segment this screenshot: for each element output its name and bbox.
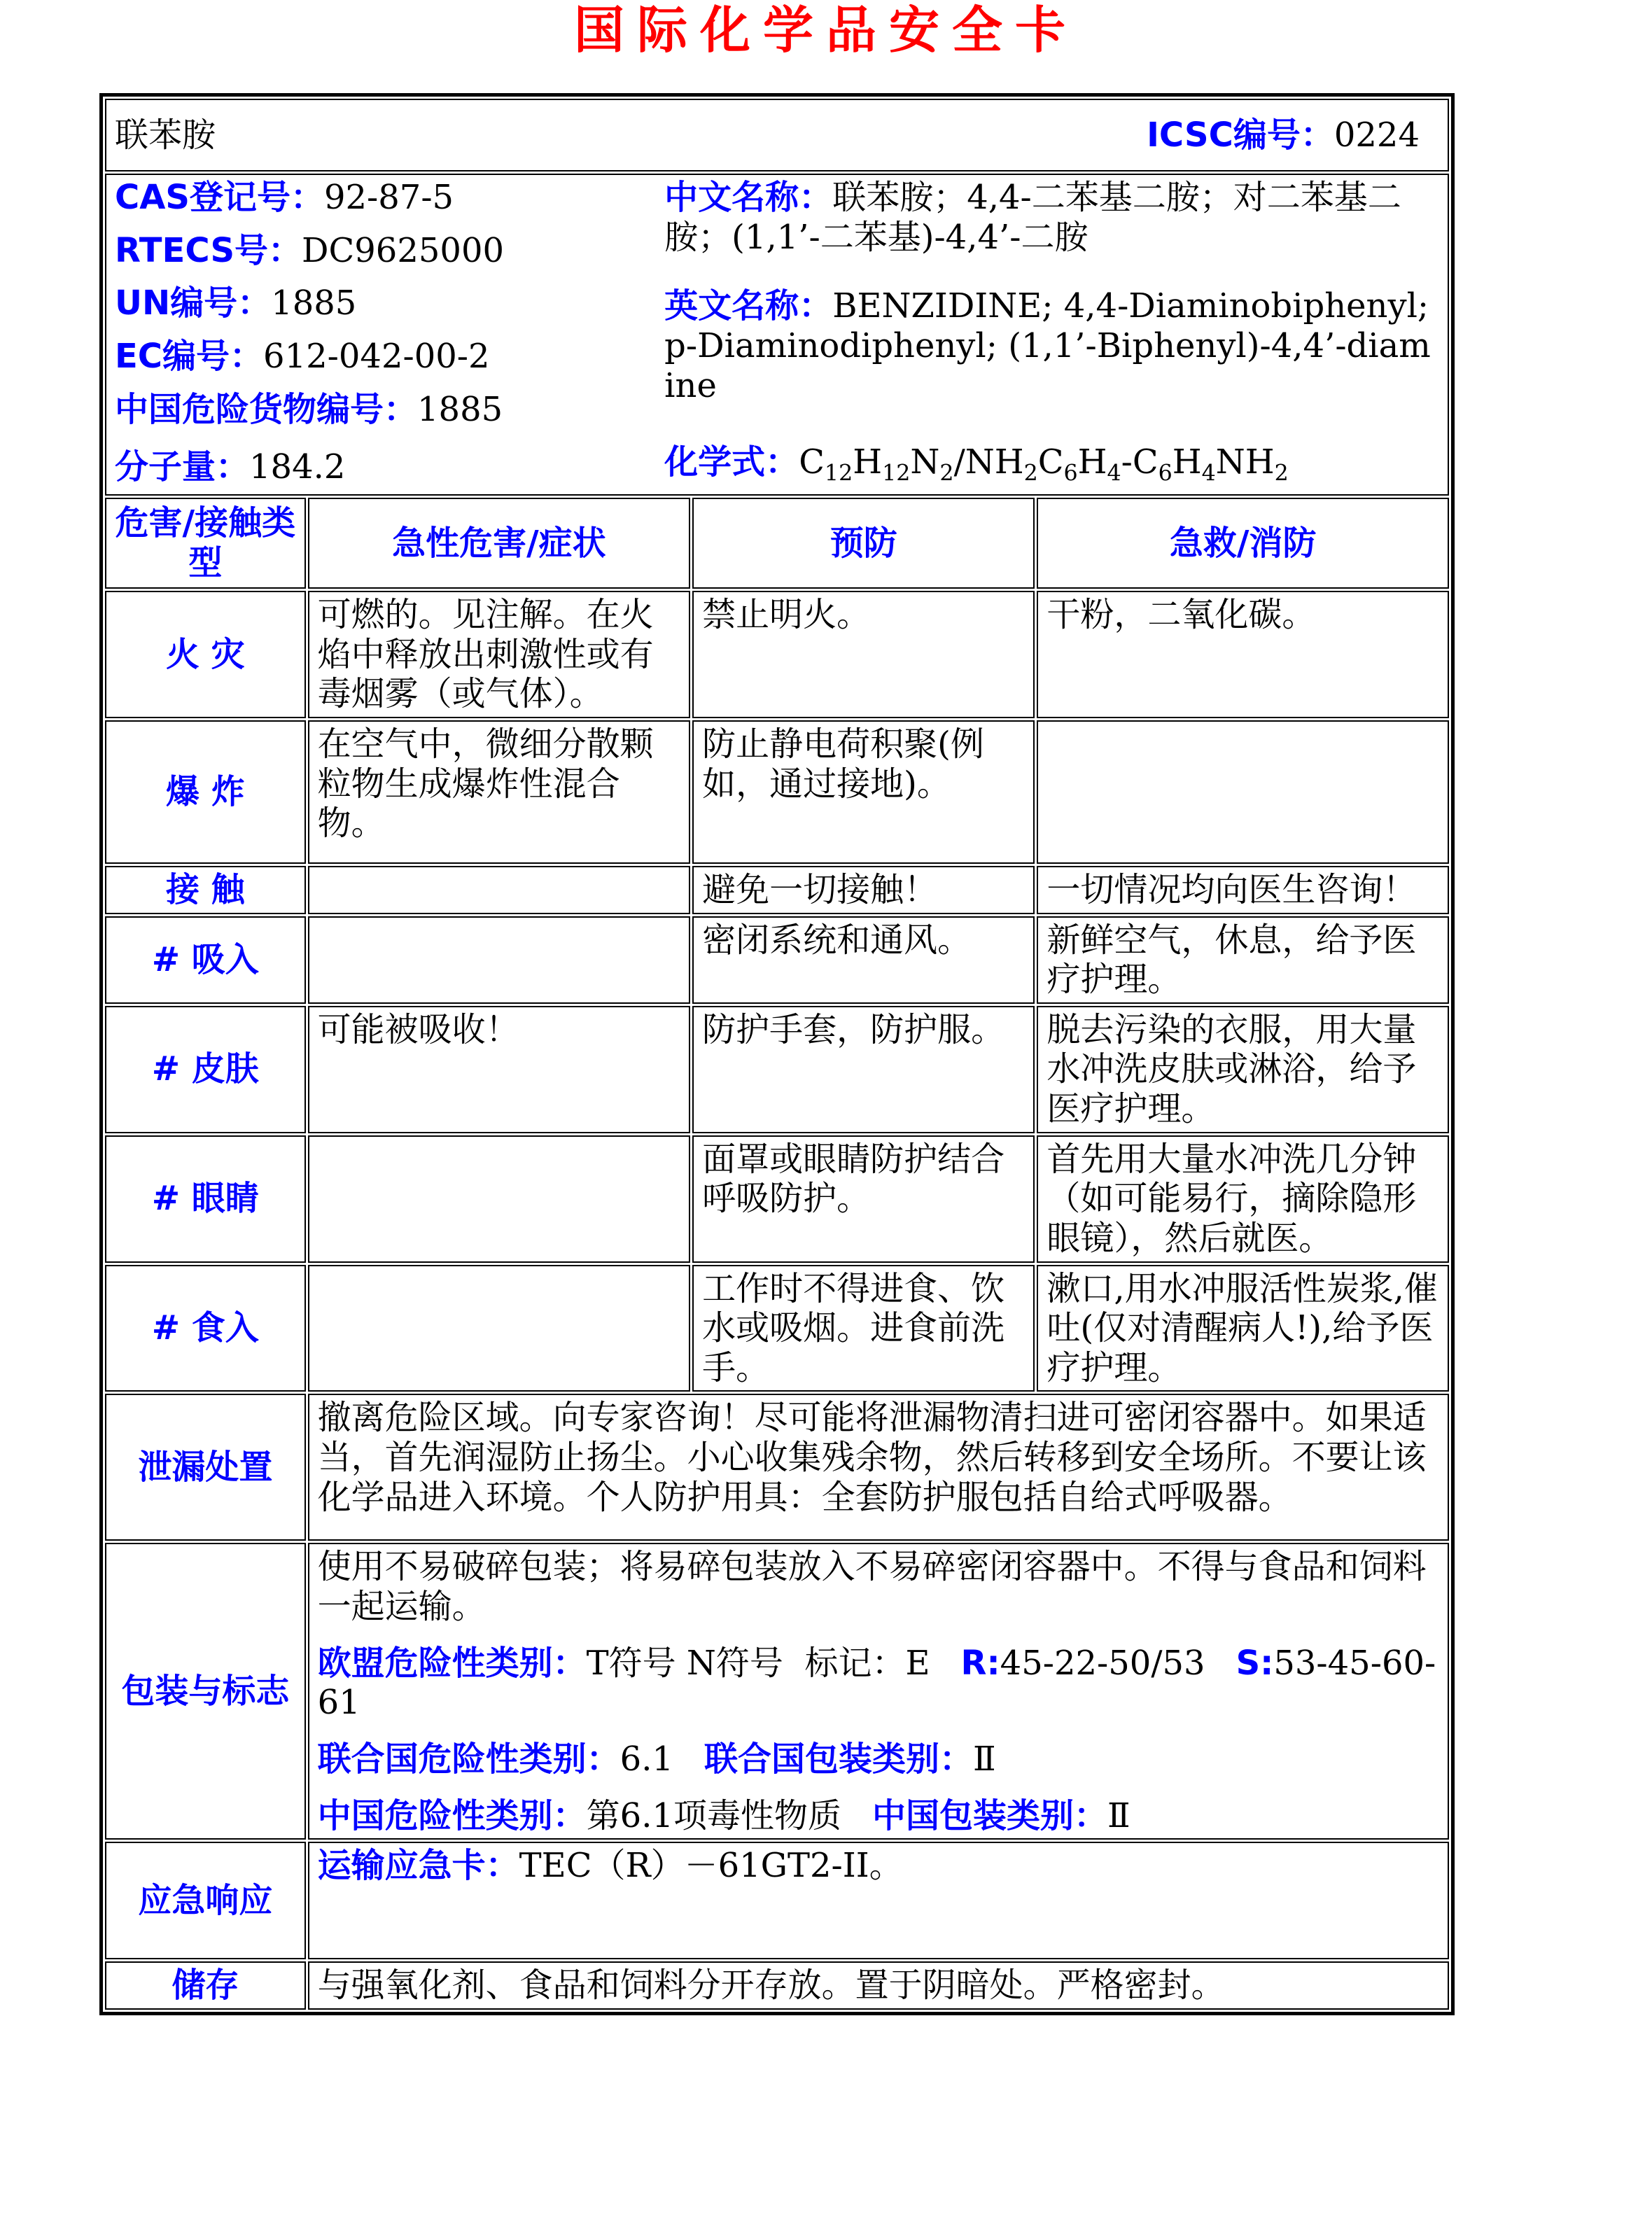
row-eyes-label: # 眼睛 — [105, 1135, 306, 1263]
row-contact-label: 接 触 — [105, 866, 306, 914]
row-eyes-prevention: 面罩或眼睛防护结合呼吸防护。 — [692, 1135, 1035, 1263]
row-fire — [105, 591, 1449, 718]
un-pack-value: Ⅱ — [973, 1739, 996, 1779]
row-eyes-response: 首先用大量水冲洗几分钟（如可能易行，摘除隐形眼镜），然后就医。 — [1037, 1135, 1449, 1263]
row-ingestion-response: 漱口,用水冲服活性炭浆,催吐(仅对清醒病人!),给予医疗护理。 — [1037, 1265, 1449, 1392]
cn-class-label: 中国危险性类别： — [317, 1795, 587, 1835]
cas-field — [115, 178, 664, 218]
row-skin-label: # 皮肤 — [105, 1006, 306, 1133]
row-explosion-label: 爆 炸 — [105, 720, 306, 864]
packaging-text: 使用不易破碎包装；将易碎包装放入不易碎密闭容器中。不得与食品和饲料一起运输。 — [317, 1547, 1427, 1626]
cas-value: 92-87-5 — [323, 178, 454, 217]
chinese-name-label: 中文名称： — [664, 178, 833, 217]
un-class-label: 联合国危险性类别： — [317, 1739, 620, 1779]
row-contact-response: 一切情况均向医生咨询！ — [1037, 866, 1449, 914]
row-eyes-symptoms — [308, 1135, 691, 1263]
row-skin-prevention: 防护手套，防护服。 — [692, 1006, 1035, 1133]
transport-card-label: 运输应急卡： — [317, 1846, 519, 1886]
s-phrases-value: 53-45-60-61 — [317, 1643, 1436, 1723]
row-contact-symptoms — [308, 866, 691, 914]
row-explosion — [105, 720, 1449, 864]
cas-label: CAS登记号： — [115, 178, 324, 217]
cn-pack-label: 中国包装类别： — [872, 1795, 1108, 1835]
transport-card-value: TEC（R）－61GT2-II。 — [519, 1846, 903, 1886]
r-phrases-label: R: — [960, 1643, 1000, 1683]
icsc-number-label: ICSC编号： — [1147, 115, 1334, 155]
row-spill — [105, 1394, 1449, 1541]
row-fire-symptoms: 可燃的。见注解。在火焰中释放出刺激性或有毒烟雾（或气体）。 — [308, 591, 691, 718]
r-phrases-value: 45-22-50/53 — [1000, 1643, 1205, 1683]
row-ingestion-prevention: 工作时不得进食、饮水或吸烟。进食前洗手。 — [692, 1265, 1035, 1392]
cn-dangerous-goods-field — [115, 390, 664, 430]
row-contact — [105, 866, 1449, 914]
s-phrases-label: S: — [1236, 1643, 1274, 1683]
chemical-formula-field — [664, 442, 1439, 487]
chemical-formula-label: 化学式： — [664, 442, 799, 482]
hazard-header-response: 急救/消防 — [1037, 498, 1449, 589]
row-skin-response: 脱去污染的衣服，用大量水冲洗皮肤或淋浴，给予医疗护理。 — [1037, 1006, 1449, 1133]
row-storage — [105, 1961, 1449, 2010]
identification-row — [105, 174, 1449, 496]
eu-class-label: 欧盟危险性类别： — [317, 1643, 587, 1683]
row-fire-prevention: 禁止明火。 — [692, 591, 1035, 718]
cn-pack-value: Ⅱ — [1107, 1795, 1130, 1835]
molecular-weight-label: 分子量： — [115, 447, 250, 487]
row-contact-prevention: 避免一切接触！ — [692, 866, 1035, 914]
packaging-cn-line — [318, 1796, 1439, 1836]
row-packaging — [105, 1543, 1449, 1840]
row-explosion-symptoms: 在空气中，微细分散颗粒物生成爆炸性混合物。 — [308, 720, 691, 864]
row-spill-label: 泄漏处置 — [105, 1394, 306, 1541]
icsc-card-table — [99, 93, 1455, 2015]
packaging-eu-line — [318, 1644, 1439, 1723]
row-explosion-response — [1037, 720, 1449, 864]
rtecs-field — [115, 231, 664, 271]
substance-name: 联苯胺 — [115, 115, 216, 155]
cn-dangerous-goods-value: 1885 — [417, 389, 503, 429]
row-ingestion-symptoms — [308, 1265, 691, 1392]
un-pack-label: 联合国包装类别： — [704, 1739, 974, 1779]
eu-class-value: T符号 N符号 标记：E — [586, 1643, 930, 1683]
cn-dangerous-goods-label: 中国危险货物编号： — [115, 389, 418, 429]
un-value: 1885 — [271, 284, 357, 323]
row-inhalation-symptoms — [308, 916, 691, 1004]
ec-label: EC编号： — [115, 336, 264, 376]
row-fire-label: 火 灾 — [105, 591, 306, 718]
chinese-name-field — [664, 178, 1439, 257]
row-storage-text: 与强氧化剂、食品和饲料分开存放。置于阴暗处。严格密封。 — [308, 1961, 1449, 2010]
row-inhalation-prevention: 密闭系统和通风。 — [692, 916, 1035, 1004]
molecular-weight-field — [115, 447, 664, 487]
un-label: UN编号： — [115, 284, 272, 323]
cn-class-value: 第6.1项毒性物质 — [586, 1795, 841, 1835]
row-ingestion — [105, 1265, 1449, 1392]
hazard-header-row — [105, 498, 1449, 589]
identification-names — [664, 178, 1439, 491]
card-header-cell — [105, 99, 1449, 172]
chemical-formula-value: $C_{12}H_{12}N_2/NH_2C_6H_4-C_6H_4NH_2$ — [799, 442, 1289, 486]
icsc-number-value: 0224 — [1334, 115, 1420, 155]
row-storage-label: 储存 — [105, 1961, 306, 2010]
row-eyes — [105, 1135, 1449, 1263]
row-inhalation — [105, 916, 1449, 1004]
hazard-header-symptoms: 急性危害/症状 — [308, 498, 691, 589]
chinese-name-value: 联苯胺；4,4-二苯基二胺；对二苯基二胺；(1,1’-二苯基)-4,4’-二胺 — [664, 178, 1401, 257]
rtecs-label: RTECS号： — [115, 230, 302, 270]
english-name-value: BENZIDINE; 4,4-Diaminobiphenyl; p-Diaminodiphenyl; (1,1’-Biphenyl)-4,4’-diamine — [664, 286, 1431, 405]
row-skin — [105, 1006, 1449, 1133]
english-name-label: 英文名称： — [664, 286, 833, 326]
card-header-row — [105, 99, 1449, 172]
row-inhalation-label: # 吸入 — [105, 916, 306, 1004]
row-fire-response: 干粉，二氧化碳。 — [1037, 591, 1449, 718]
identification-numbers — [115, 178, 664, 491]
row-inhalation-response: 新鲜空气，休息，给予医疗护理。 — [1037, 916, 1449, 1004]
row-ingestion-label: # 食入 — [105, 1265, 306, 1392]
hazard-header-prevention: 预防 — [692, 498, 1035, 589]
row-skin-symptoms: 可能被吸收！ — [308, 1006, 691, 1133]
row-packaging-content — [308, 1543, 1449, 1840]
row-packaging-label: 包装与标志 — [105, 1543, 306, 1840]
page-title: 国际化学品安全卡 — [573, 1, 1078, 59]
icsc-number-group — [1147, 115, 1439, 155]
row-spill-text: 撤离危险区域。向专家咨询！尽可能将泄漏物清扫进可密闭容器中。如果适当，首先润湿防止扬尘。小心收集残余物，然后转移到安全场所。不要让该化学品进入环境。个人防护用具：全套防护服包括自给式呼吸器。 — [308, 1394, 1449, 1541]
row-emergency-label: 应急响应 — [105, 1842, 306, 1959]
un-field — [115, 284, 664, 323]
row-explosion-prevention: 防止静电荷积聚(例如，通过接地)。 — [692, 720, 1035, 864]
row-emergency-content — [308, 1842, 1449, 1959]
ec-field — [115, 337, 664, 377]
english-name-field — [664, 286, 1439, 405]
ec-value: 612-042-00-2 — [263, 336, 490, 376]
row-emergency — [105, 1842, 1449, 1959]
molecular-weight-value: 184.2 — [249, 447, 346, 487]
hazard-header-type: 危害/接触类型 — [105, 498, 306, 589]
identification-cell — [105, 174, 1449, 496]
rtecs-value: DC9625000 — [302, 230, 505, 270]
packaging-un-line — [318, 1740, 1439, 1779]
un-class-value: 6.1 — [620, 1739, 673, 1779]
